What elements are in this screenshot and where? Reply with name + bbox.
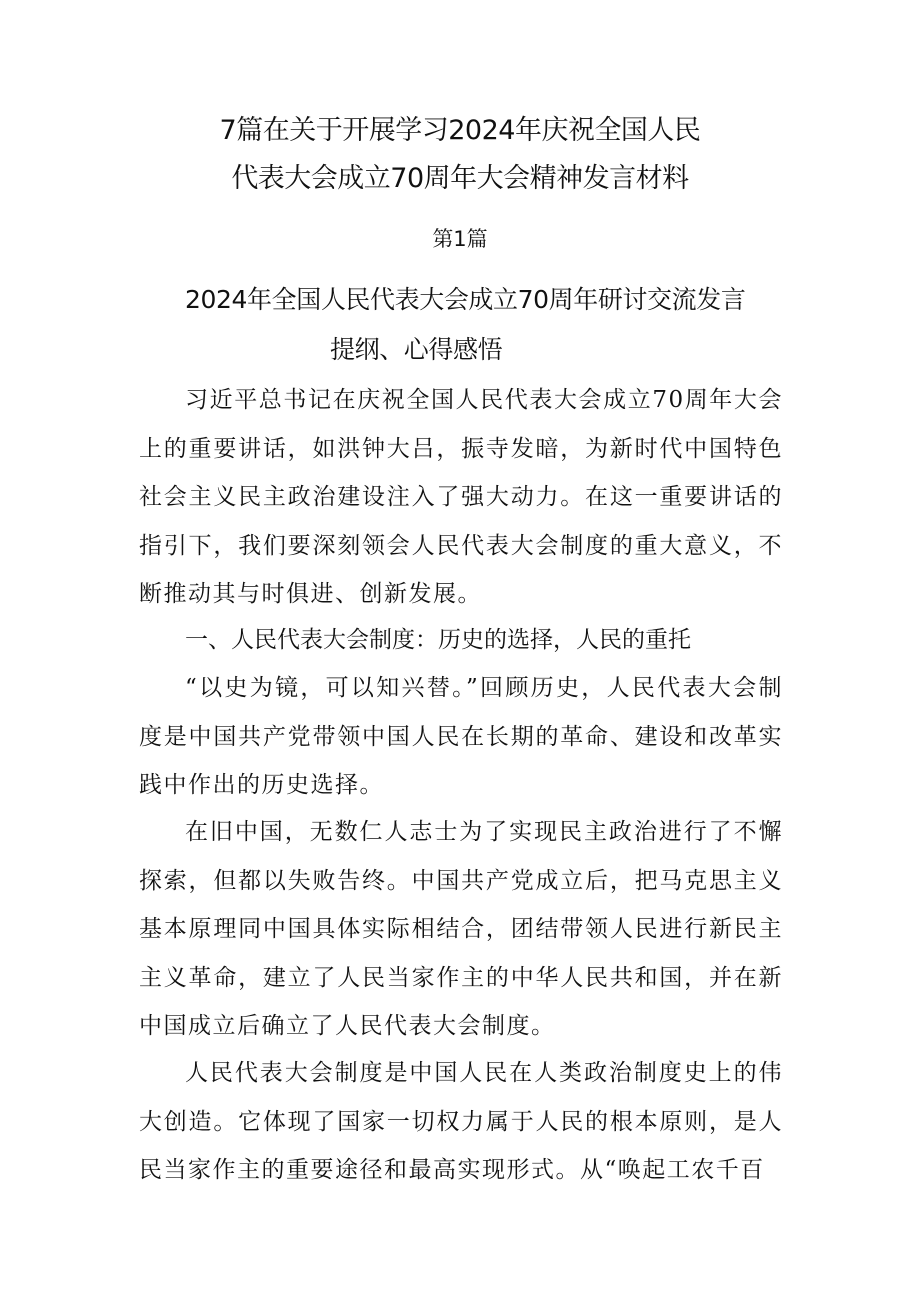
section-heading: 一、人民代表大会制度：历史的选择，人民的重托 — [185, 627, 691, 653]
subtitle-line-1: 2024年全国人民代表大会成立70周年研讨交流发言 — [185, 285, 746, 314]
paragraph-intro: 习近平总书记在庆祝全国人民代表大会成立70周年大会上的重要讲话，如洪钟大吕，振寺发暗，为新时代中国特色社会主义民主政治建设注入了强大动力。在这一重要讲话的指引下，我们要深刻领会人民代表大会制度的重大意义，不断推动其与时俱进、创新发展。 — [139, 387, 783, 607]
part-label: 第1篇 — [432, 227, 488, 251]
subtitle-line-2: 提纲、心得感悟 — [330, 335, 503, 364]
document-title-line-1: 7篇在关于开展学习2024年庆祝全国人民 — [219, 115, 701, 146]
paragraph: “以史为镜，可以知兴替。”回顾历史，人民代表大会制度是中国共产党带领中国人民在长期的革命、建设和改革实践中作出的历史选择。 — [139, 675, 783, 798]
document-title-line-2: 代表大会成立70周年大会精神发言材料 — [231, 163, 689, 194]
paragraph: 人民代表大会制度是中国人民在人类政治制度史上的伟大创造。它体现了国家一切权力属于人民的根本原则，是人民当家作主的重要途径和最高实现形式。从“唤起工农千百 — [139, 1060, 783, 1183]
paragraph: 在旧中国，无数仁人志士为了实现民主政治进行了不懈探索，但都以失败告终。中国共产党成立后，把马克思主义基本原理同中国具体实际相结合，团结带领人民进行新民主主义革命，建立了人民当家作主的中华人民共和国，并在新中国成立后确立了人民代表大会制度。 — [139, 819, 783, 1039]
